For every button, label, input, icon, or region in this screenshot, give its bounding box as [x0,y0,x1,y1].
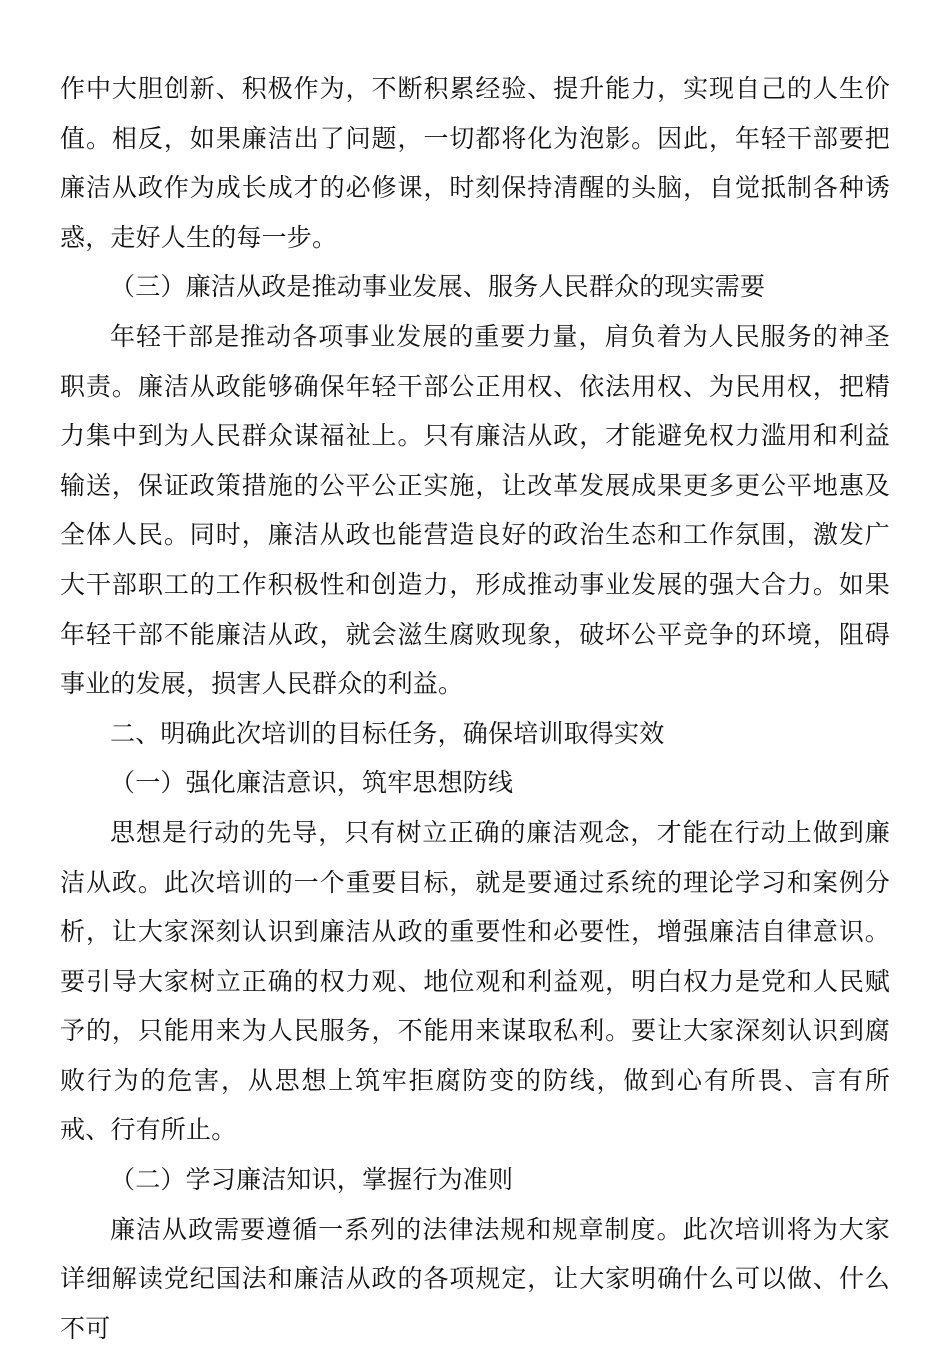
body-paragraph-2: 年轻干部是推动各项事业发展的重要力量，肩负着为人民服务的神圣职责。廉洁从政能够确保年轻干部公正用权、依法用权、为民用权，把精力集中到为人民群众谋福祉上。只有廉洁从政，才能避免权力滥用和利益输送，保证政策措施的公平公正实施，让改革发展成果更多更公平地惠及全体人民。同时，廉洁从政也能营造良好的政治生态和工作氛围，激发广大干部职工的工作积极性和创造力，形成推动事业发展的强大合力。如果年轻干部不能廉洁从政，就会滋生腐败现象，破坏公平竞争的环境，阻碍事业的发展，损害人民群众的利益。 [60,321,890,699]
body-paragraph-1: 作中大胆创新、积极作为，不断积累经验、提升能力，实现自己的人生价值。相反，如果廉洁出了问题，一切都将化为泡影。因此，年轻干部要把廉洁从政作为成长成才的必修课，时刻保持清醒的头脑，自觉抵制各种诱惑，走好人生的每一步。 [60,74,890,252]
body-paragraph-4: 廉洁从政需要遵循一系列的法律法规和规章制度。此次培训将为大家详细解读党纪国法和廉洁从政的各项规定，让大家明确什么可以做、什么不可 [60,1214,890,1343]
section-heading-3: （三）廉洁从政是推动事业发展、服务人民群众的现实需要 [110,272,766,302]
section-heading-1: （一）强化廉洁意识，筑牢思想防线 [110,768,514,798]
section-heading-2: （二）学习廉洁知识，掌握行为准则 [110,1165,514,1195]
document-page [60,64,890,1353]
body-paragraph-3: 思想是行动的先导，只有树立正确的廉洁观念，才能在行动上做到廉洁从政。此次培训的一个重要目标，就是要通过系统的理论学习和案例分析，让大家深刻认识到廉洁从政的重要性和必要性，增强廉洁自律意识。要引导大家树立正确的权力观、地位观和利益观，明白权力是党和人民赋予的，只能用来为人民服务，不能用来谋取私利。要让大家深刻认识到腐败行为的危害，从思想上筑牢拒腐防变的防线，做到心有所畏、言有所戒、行有所止。 [60,817,890,1145]
chapter-heading-2: 二、明确此次培训的目标任务，确保培训取得实效 [110,718,665,748]
